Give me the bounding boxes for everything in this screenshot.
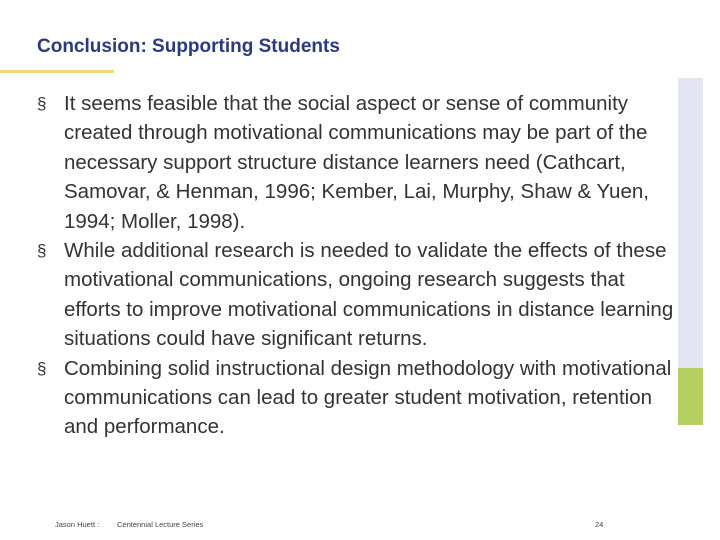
page-number: 24 [595,520,604,529]
slide-title: Conclusion: Supporting Students [37,36,340,57]
bullet-text: While additional research is needed to validate the effects of these motivational communications, ongoing research suggests that efforts to improve motivational communications in distance learning situations could have significant returns. [64,239,674,351]
bullet-marker-icon: § [37,94,47,113]
footer-series: Centennial Lecture Series [117,520,204,529]
bullet-list [37,89,677,442]
side-accent-bar-lavender [678,78,703,368]
bullet-item [37,236,677,354]
bullet-marker-icon: § [37,241,47,261]
side-accent-bar-green [678,368,703,425]
title-underline [0,70,114,73]
bullet-text: Combining solid instructional design methodology with motivational communications can lead to greater student motivation, retention and performance. [64,356,672,439]
bullet-text: It seems feasible that the social aspect or sense of community created through motivational communications may be part of the necessary support structure distance learners need (Cathcart, Samovar, & Henman, 1996; Kember, Lai, Murphy, Shaw & Yuen, 1994; Moller, 1998). [64,92,649,233]
bullet-item [37,354,677,442]
footer-author: Jason Huett : [55,520,100,529]
bullet-marker-icon: § [37,358,47,378]
bullet-item [37,89,677,236]
